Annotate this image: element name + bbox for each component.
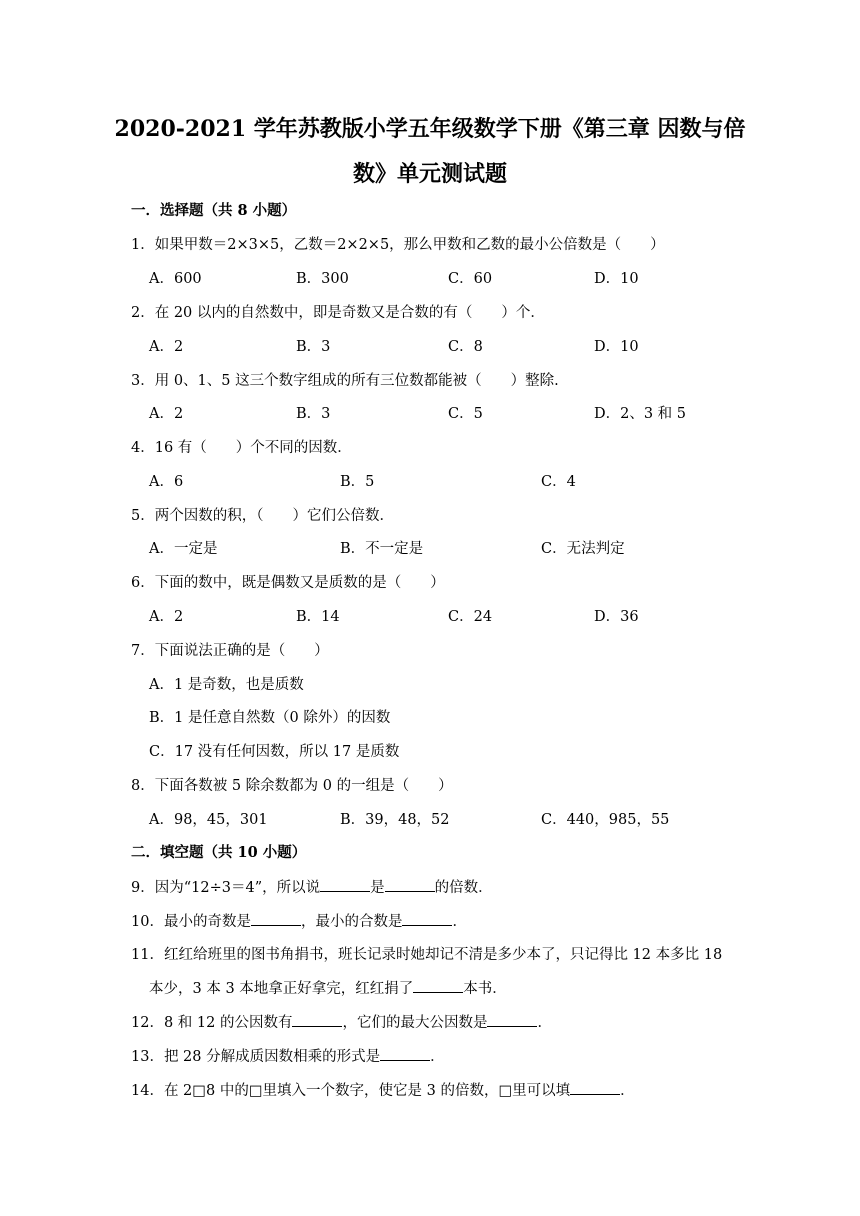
- question-11-line1: 11．红红给班里的图书角捐书，班长记录时她却记不清是多少本了，只记得比 12 本多比 18: [131, 947, 723, 963]
- question-11-line2: [149, 977, 507, 1000]
- question-5: 5．两个因数的积，（ ）它们公倍数．: [131, 508, 394, 524]
- q3-option-d: D．2、3 和 5: [594, 406, 687, 422]
- question-9-part2: 是: [370, 880, 385, 896]
- q6-option-a: A．2: [149, 609, 184, 625]
- question-4: 4．16 有（ ）个不同的因数．: [131, 440, 352, 456]
- q5-option-a: A．一定是: [149, 541, 218, 557]
- q1-option-d: D．10: [594, 271, 639, 287]
- q7-option-b: B．1 是任意自然数（0 除外）的因数: [149, 710, 391, 726]
- question-2: 2．在 20 以内的自然数中，即是奇数又是合数的有（ ）个．: [131, 305, 545, 321]
- answer-blank[interactable]: [570, 1079, 620, 1095]
- question-13-part1: 13．把 28 分解成质因数相乘的形式是: [131, 1049, 381, 1065]
- answer-blank[interactable]: [292, 1011, 342, 1027]
- answer-blank[interactable]: [413, 977, 463, 993]
- answer-blank[interactable]: [385, 876, 435, 892]
- q1-option-a: A．600: [149, 271, 202, 287]
- answer-blank[interactable]: [251, 910, 301, 926]
- q2-option-c: C．8: [448, 339, 483, 355]
- q1-option-c: C．60: [448, 271, 493, 287]
- document-title-line2: 数》单元测试题: [352, 161, 507, 187]
- q3-option-c: C．5: [448, 406, 483, 422]
- question-10-part2: ，最小的合数是: [300, 914, 403, 930]
- question-6: 6．下面的数中，既是偶数又是质数的是（ ）: [131, 575, 445, 591]
- answer-blank[interactable]: [380, 1045, 430, 1061]
- q8-option-a: A．98，45，301: [149, 812, 268, 828]
- question-12: [131, 1011, 552, 1034]
- q8-option-b: B．39，48，52: [340, 812, 450, 828]
- question-13-part2: ．: [430, 1049, 445, 1065]
- question-9: [131, 876, 493, 899]
- q6-option-c: C．24: [448, 609, 493, 625]
- q3-option-a: A．2: [149, 406, 184, 422]
- q7-option-a: A．1 是奇数，也是质数: [149, 677, 304, 693]
- question-12-part1: 12．8 和 12 的公因数有: [131, 1015, 293, 1031]
- answer-blank[interactable]: [487, 1011, 537, 1027]
- q2-option-d: D．10: [594, 339, 639, 355]
- question-7: 7．下面说法正确的是（ ）: [131, 643, 329, 659]
- question-13: [131, 1045, 445, 1068]
- answer-blank[interactable]: [320, 876, 370, 892]
- question-11-part2: 本书．: [463, 981, 507, 997]
- q2-option-a: A．2: [149, 339, 184, 355]
- question-10-part1: 10．最小的奇数是: [131, 914, 251, 930]
- question-9-part3: 的倍数．: [434, 880, 493, 896]
- q4-option-c: C．4: [541, 474, 576, 490]
- section-heading-fill: 二．填空题（共 10 小题）: [131, 844, 307, 861]
- question-12-part2: ，它们的最大公因数是: [342, 1015, 488, 1031]
- question-11-part1: 本少，3 本 3 本地拿正好拿完，红红捐了: [149, 981, 414, 997]
- q6-option-b: B．14: [296, 609, 340, 625]
- document-title-line1: 2020-2021 学年苏教版小学五年级数学下册《第三章 因数与倍: [114, 116, 746, 142]
- question-12-part3: ．: [537, 1015, 552, 1031]
- q5-option-c: C．无法判定: [541, 541, 625, 557]
- q6-option-d: D．36: [594, 609, 639, 625]
- question-14-part2: ．: [620, 1083, 635, 1099]
- answer-blank[interactable]: [402, 910, 452, 926]
- question-14: [131, 1079, 635, 1102]
- question-10: [131, 910, 467, 933]
- question-8: 8．下面各数被 5 除余数都为 0 的一组是（ ）: [131, 778, 453, 794]
- q8-option-c: C．440，985，55: [541, 812, 670, 828]
- q4-option-a: A．6: [149, 474, 184, 490]
- question-9-part1: 9．因为“12÷3＝4”，所以说: [131, 880, 321, 896]
- q4-option-b: B．5: [340, 474, 375, 490]
- q5-option-b: B．不一定是: [340, 541, 424, 557]
- q3-option-b: B．3: [296, 406, 331, 422]
- question-14-part1: 14．在 2□8 中的□里填入一个数字，使它是 3 的倍数，□里可以填: [131, 1083, 571, 1099]
- section-heading-choice: 一．选择题（共 8 小题）: [131, 202, 297, 219]
- q7-option-c: C．17 没有任何因数，所以 17 是质数: [149, 744, 400, 760]
- q1-option-b: B．300: [296, 271, 349, 287]
- question-10-part3: ．: [452, 914, 467, 930]
- question-1: 1．如果甲数＝2×3×5，乙数＝2×2×5，那么甲数和乙数的最小公倍数是（ ）: [131, 237, 665, 253]
- q2-option-b: B．3: [296, 339, 331, 355]
- question-3: 3．用 0、1、5 这三个数字组成的所有三位数都能被（ ）整除.: [131, 373, 559, 389]
